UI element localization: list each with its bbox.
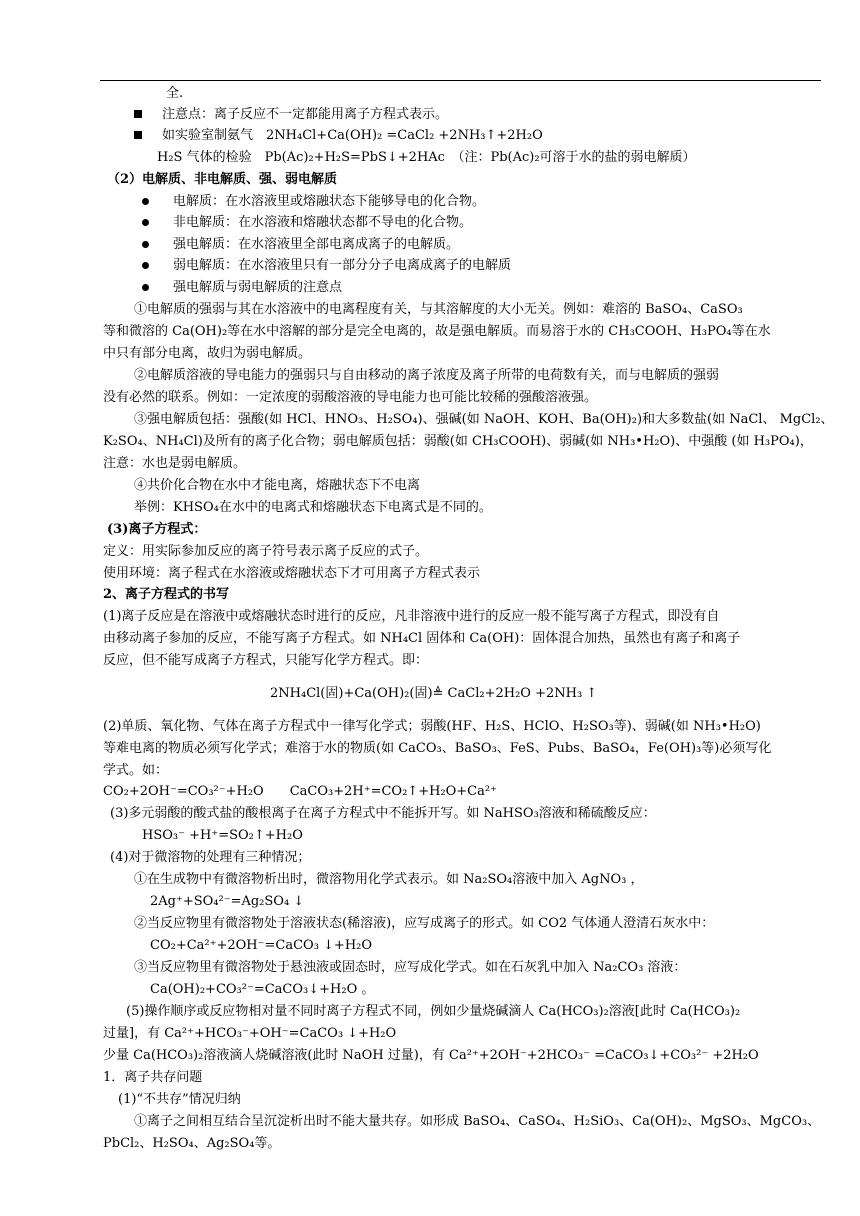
text-line: (5)操作顺序或反应物相对量不同时离子方程式不同，例如少量烧碱滴人 Ca(HCO₃)₂溶液[此时 Ca(HCO₃)₂	[126, 1004, 741, 1019]
text-line: 定义：用实际参加反应的离子符号表示离子反应的式子。	[103, 544, 429, 559]
text-line: ②电解质溶液的导电能力的强弱只与自由移动的离子浓度及离子所带的电荷数有关，而与电解质的强弱	[134, 368, 720, 383]
text-line: ③强电解质包括：强酸(如 HCl、HNO₃、H₂SO₄)、强碱(如 NaOH、KOH、Ba(OH)₂)和大多数盐(如 NaCl、 MgCl₂、	[134, 412, 834, 427]
text-line: 中只有部分电离，故归为弱电解质。	[103, 346, 312, 361]
text-line: ①在生成物中有微溶物析出时，微溶物用化学式表示。如 Na₂SO₄溶液中加入 AgNO₃ ，	[134, 872, 644, 887]
text-line: 等难电离的物质必须写化学式；难溶于水的物质(如 CaCO₃、BaSO₃、FeS、Pubs、BaSO₄，Fe(OH)₃等)必须写化	[103, 741, 772, 756]
text-line: 反应，但不能写成离子方程式，只能写化学方程式。即：	[103, 653, 429, 668]
text-line: 电解质：在水溶液里或熔融状态下能够导电的化合物。	[173, 194, 486, 209]
round-bullet-icon	[142, 281, 149, 297]
text-line: 非电解质：在水溶液和熔融状态都不导电的化合物。	[173, 215, 473, 230]
text-line: 1．离子共存问题	[103, 1070, 203, 1085]
text-line: 由移动离子参加的反应，不能写离子方程式。如 NH₄Cl 固体和 Ca(OH)：固体混合加热，虽然也有离子和离子	[103, 631, 741, 646]
text-line: ②当反应物里有微溶物处于溶液状态(稀溶液)，应写成离子的形式。如 CO2 气体通人澄清石灰水中：	[134, 916, 715, 931]
text-line: 注意点：离子反应不一定都能用离子方程式表示。	[162, 107, 449, 122]
text-line: (2)单质、氧化物、气体在离子方程式中一律写化学式；弱酸(HF、H₂S、HClO、H₂SO₃等)、弱碱(如 NH₃•H₂O)	[103, 719, 761, 734]
text-line: 如实验室制氨气 2NH₄Cl+Ca(OH)₂ =CaCl₂ +2NH₃↑+2H₂O	[162, 128, 543, 143]
text-line: H₂S 气体的检验 Pb(Ac)₂+H₂S=PbS↓+2HAc （注：Pb(Ac)₂可溶于水的盐的弱电解质）	[157, 150, 696, 165]
text-line: HSO₃⁻ +H⁺=SO₂↑+H₂O	[142, 828, 303, 843]
square-bullet-icon	[134, 108, 142, 124]
text-line: ④共价化合物在水中才能电离，熔融状态下不电离	[134, 478, 421, 493]
text-line: CO₂+2OH⁻=CO₃²⁻+H₂O CaCO₃+2H⁺=CO₂↑+H₂O+Ca²⁺	[103, 784, 497, 799]
text-line: Ca(OH)₂+CO₃²⁻=CaCO₃↓+H₂O 。	[150, 982, 375, 997]
text-line: (4)对于微溶物的处理有三种情况；	[110, 850, 311, 865]
text-line: 使用环境：离子程式在水溶液或熔融状态下才可用离子方程式表示	[103, 566, 481, 581]
text-line: CO₂+Ca²⁺+2OH⁻=CaCO₃ ↓+H₂O	[150, 938, 373, 953]
text-line: 强电解质：在水溶液里全部电离成离子的电解质。	[173, 237, 460, 252]
text-line: ③当反应物里有微溶物处于悬浊液或固态时，应写成化学式。如在石灰乳中加入 Na₂CO₃ 溶液：	[134, 960, 687, 975]
round-bullet-icon	[142, 259, 149, 275]
text-line: 注意：水也是弱电解质。	[103, 456, 247, 471]
text-line: (3)多元弱酸的酸式盐的酸根离子在离子方程式中不能拆开写。如 NaHSO₃溶液和稀硫酸反应：	[110, 806, 656, 821]
square-bullet-icon	[134, 129, 142, 145]
text-line: (1)“不共存”情况归纳	[118, 1092, 241, 1107]
round-bullet-icon	[142, 238, 149, 254]
text-line: K₂SO₄、NH₄Cl)及所有的离子化合物；弱电解质包括：弱酸(如 CH₃COOH)、弱碱(如 NH₃•H₂O)、中强酸 (如 H₃PO₄)，	[103, 434, 813, 449]
text-line: 少量 Ca(HCO₃)₂溶液滴人烧碱溶液(此时 NaOH 过量)，有 Ca²⁺+2OH⁻+2HCO₃⁻ =CaCO₃↓+CO₃²⁻ +2H₂O	[103, 1048, 759, 1063]
text-line: ①电解质的强弱与其在水溶液中的电离程度有关，与其溶解度的大小无关。例如：难溶的 BaSO₄、CaSO₃	[134, 302, 743, 317]
text-line: 2Ag⁺+SO₄²⁻=Ag₂SO₄ ↓	[150, 894, 305, 909]
text-line: 等和微溶的 Ca(OH)₂等在水中溶解的部分是完全电离的，故是强电解质。而易溶于水的 CH₃COOH、H₃PO₄等在水	[103, 324, 771, 339]
section-heading: (3)离子方程式：	[107, 522, 207, 537]
text-line: (1)离子反应是在溶液中或熔融状态时进行的反应，凡非溶液中进行的反应一般不能写离子方程式，即没有自	[103, 609, 720, 624]
text-line: 没有必然的联系。例如：一定浓度的弱酸溶液的导电能力也可能比较稀的强酸溶液强。	[103, 390, 598, 405]
header-rule	[100, 80, 821, 81]
round-bullet-icon	[142, 195, 149, 211]
section-heading: （2）电解质、非电解质、强、弱电解质	[107, 172, 338, 187]
text-line: PbCl₂、H₂SO₄、Ag₂SO₄等。	[103, 1136, 281, 1151]
section-heading: 2、离子方程式的书写	[103, 587, 230, 602]
text-line: 全.	[166, 86, 184, 101]
text-line: 2NH₄Cl(固)+Ca(OH)₂(固)≜ CaCl₂+2H₂O +2NH₃ ↑	[270, 686, 598, 701]
text-line: 强电解质与弱电解质的注意点	[173, 280, 343, 295]
text-line: 举例：KHSO₄在水中的电离式和熔融状态下电离式是不同的。	[134, 500, 492, 515]
text-line: 弱电解质：在水溶液里只有一部分分子电离成离子的电解质	[173, 258, 512, 273]
round-bullet-icon	[142, 216, 149, 232]
text-line: 学式。如：	[103, 763, 169, 778]
text-line: ①离子之间相互结合呈沉淀析出时不能大量共存。如形成 BaSO₄、CaSO₄、H₂SiO₃、Ca(OH)₂、MgSO₃、MgCO₃、	[134, 1114, 821, 1129]
text-line: 过量]，有 Ca²⁺+HCO₃⁻+OH⁻=CaCO₃ ↓+H₂O	[103, 1026, 397, 1041]
